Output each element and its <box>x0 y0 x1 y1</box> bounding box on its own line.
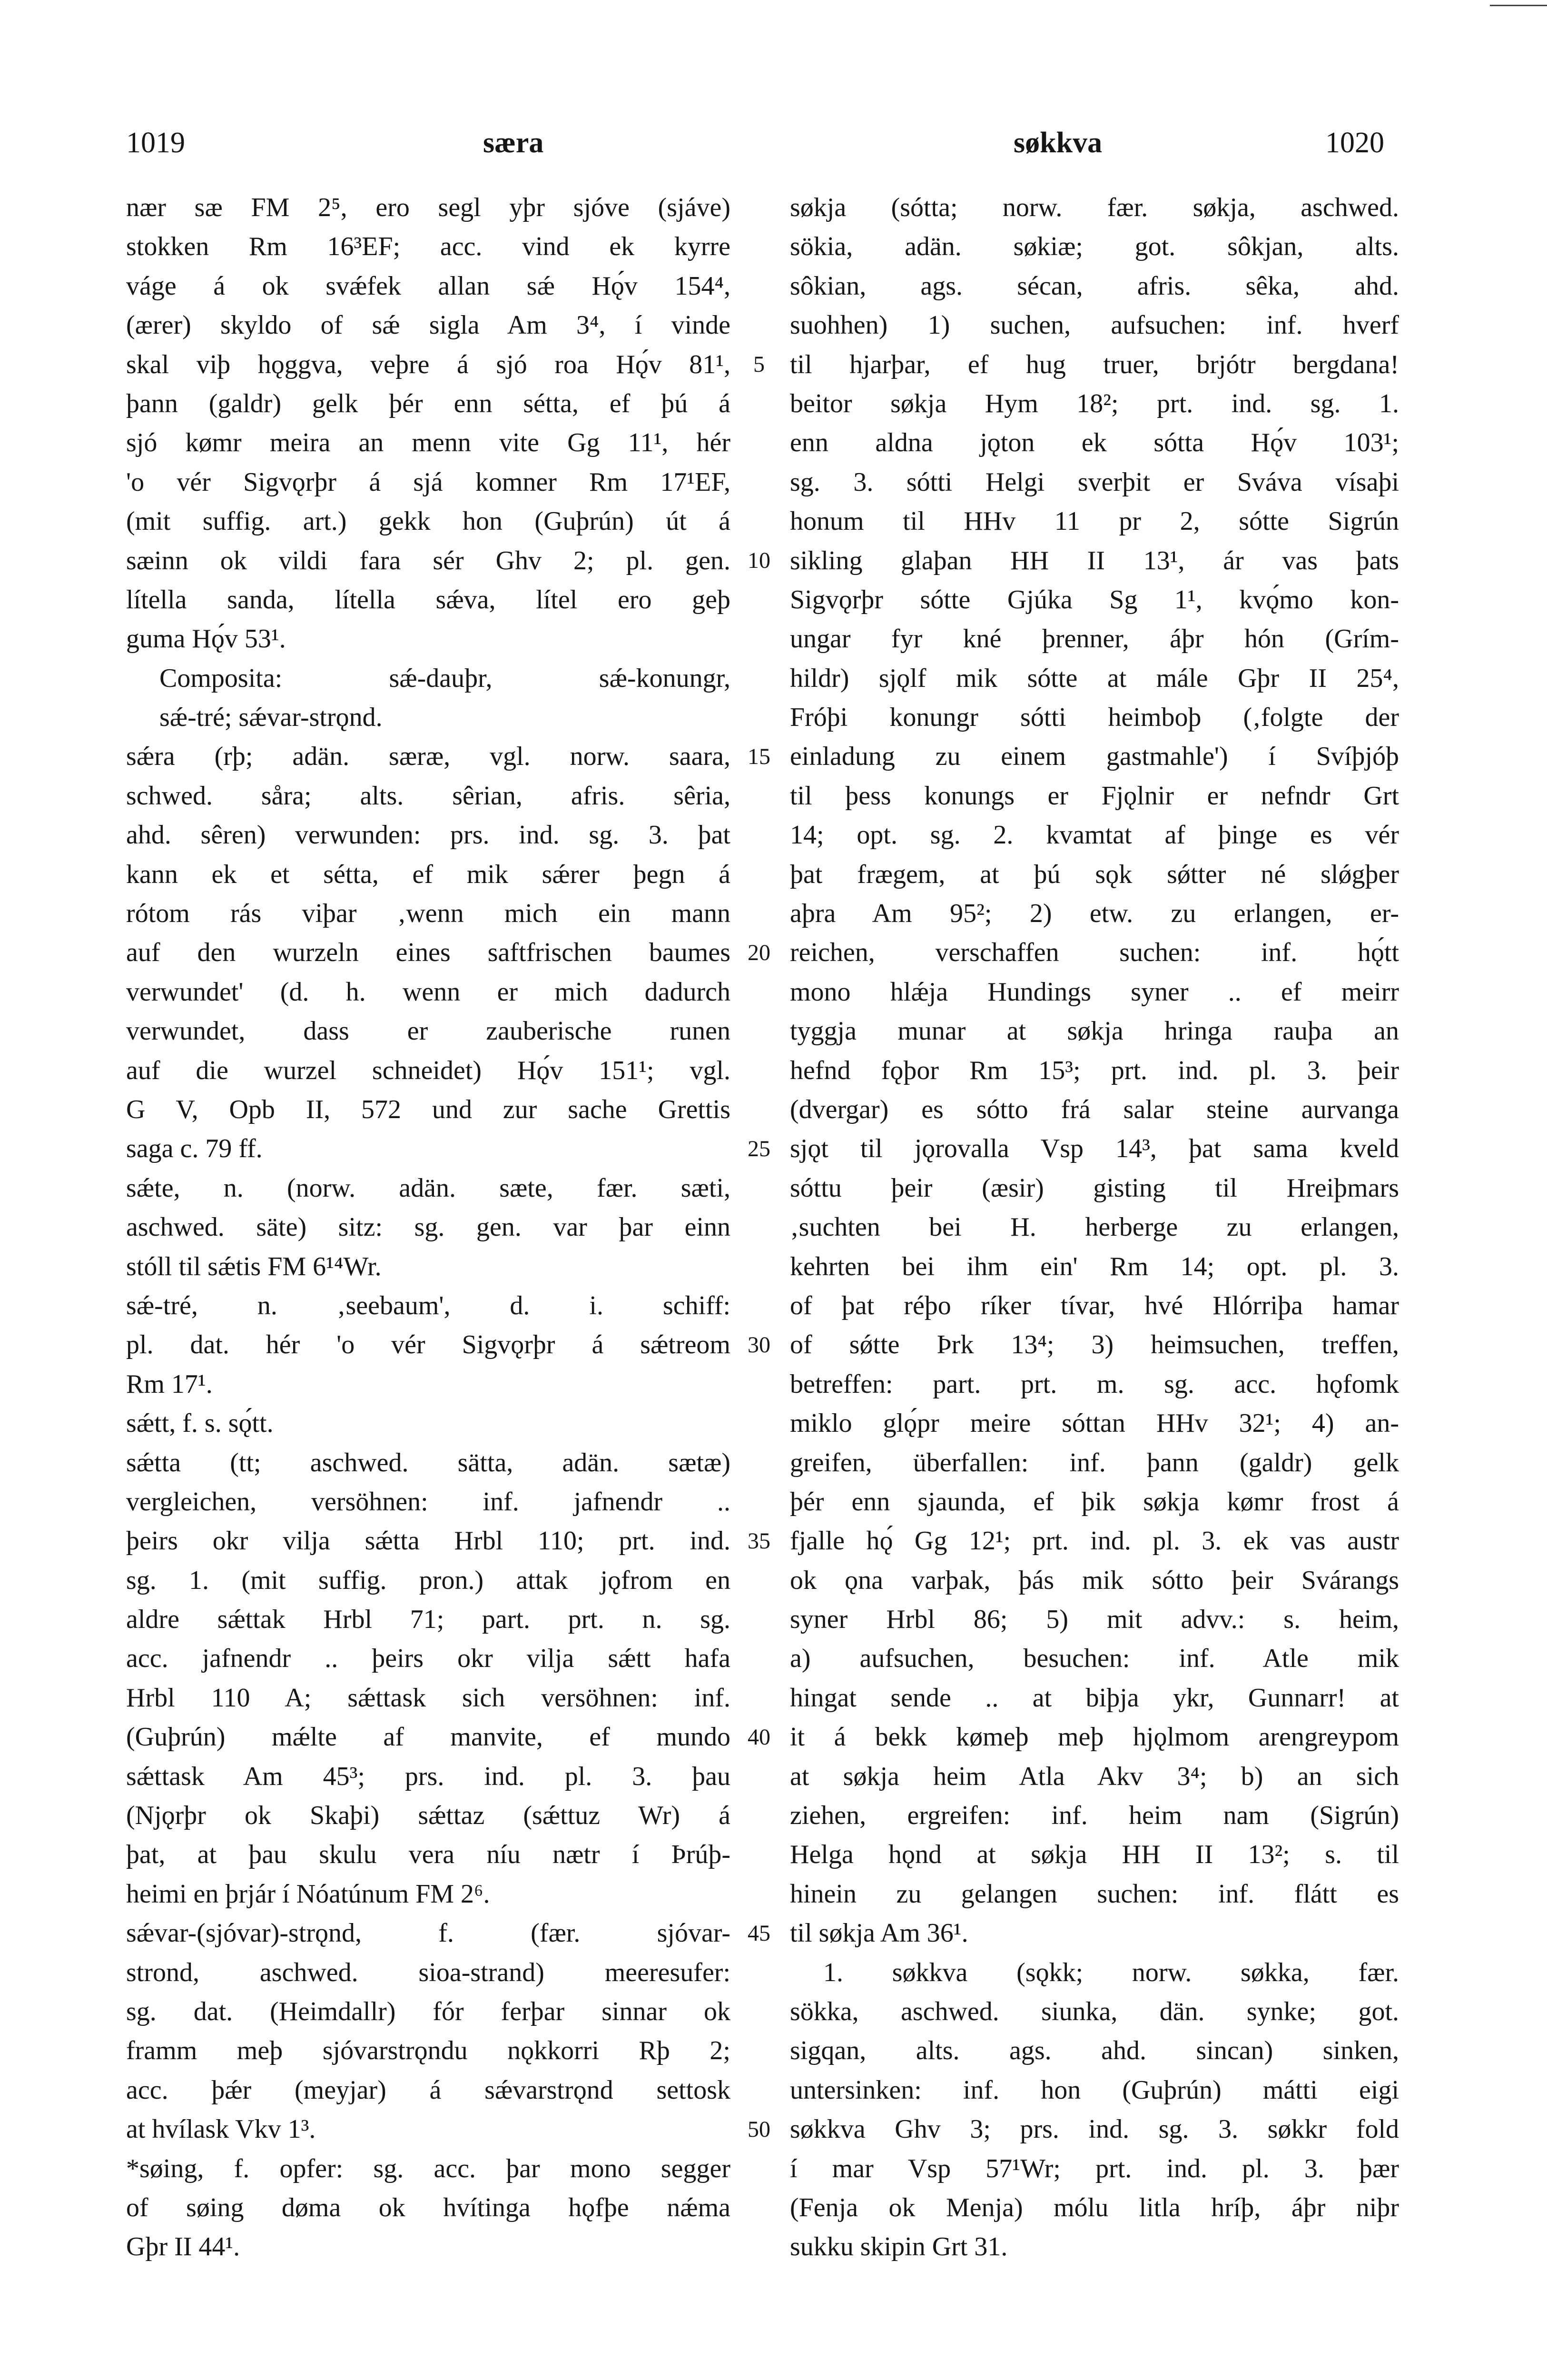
text-line: ziehen, ergreifen: inf. heim nam (Sigrún) <box>790 1801 1399 1831</box>
text-line: Composita: sǽ-dauþr, sǽ-konungr, <box>159 663 730 693</box>
page-header <box>0 121 1547 164</box>
line-number: 45 <box>748 1920 770 1946</box>
left-column <box>126 188 730 2267</box>
text-line: at hvílask Vkv 1³. <box>126 2114 316 2144</box>
text-line: sóttu þeir (æsir) gisting til Hreiþmars <box>790 1173 1399 1203</box>
text-line: syner Hrbl 86; 5) mit advv.: s. heim, <box>790 1605 1399 1635</box>
text-line: at søkja heim Atla Akv 3⁴; b) an sich <box>790 1761 1399 1791</box>
text-line: (Guþrún) mǽlte af manvite, ef mundo <box>126 1722 730 1752</box>
text-line: enn aldna jǫton ek sótta Hǫ́v 103¹; <box>790 428 1399 458</box>
text-line: beitor søkja Hym 18²; prt. ind. sg. 1. <box>790 388 1399 418</box>
text-line: 1. søkkva (sǫkk; norw. søkka, fær. <box>823 1957 1399 1987</box>
line-number: 30 <box>748 1332 770 1358</box>
text-line: guma Hǫ́v 53¹. <box>126 624 286 654</box>
text-line: hefnd fǫþor Rm 15³; prt. ind. pl. 3. þeir <box>790 1055 1399 1085</box>
text-line: suohhen) 1) suchen, aufsuchen: inf. hverf <box>790 310 1399 340</box>
text-line: Hrbl 110 A; sǽttask sich versöhnen: inf. <box>126 1683 730 1713</box>
text-line: søkja (sótta; norw. fær. søkja, aschwed. <box>790 193 1399 222</box>
line-number: 20 <box>748 940 770 965</box>
text-line: nær sæ FM 2⁵, ero segl yþr sjóve (sjáve) <box>126 193 730 222</box>
text-line: hildr) sjǫlf mik sótte at mále Gþr II 25⁴, <box>790 663 1399 693</box>
text-line: verwundet' (d. h. wenn er mich dadurch <box>126 977 730 1007</box>
text-line: sǽ-tré; sǽvar-strǫnd. <box>159 703 383 733</box>
text-line: sǽvar-(sjóvar)-strǫnd, f. (fær. sjóvar- <box>126 1918 730 1948</box>
text-line: þann (galdr) gelk þér enn sétta, ef þú á <box>126 388 730 418</box>
text-line: acc. þǽr (meyjar) á sǽvarstrǫnd settosk <box>126 2075 730 2105</box>
text-line: framm meþ sjóvarstrǫndu nǫkkorri Rþ 2; <box>126 2036 730 2066</box>
text-line: sjó kømr meira an menn vite Gg 11¹, hér <box>126 428 730 458</box>
text-line: sæinn ok vildi fara sér Ghv 2; pl. gen. <box>126 545 730 575</box>
text-line: it á bekk kømeþ meþ hjǫlmom arengreypom <box>790 1722 1399 1752</box>
text-line: ahd. sêren) verwunden: prs. ind. sg. 3. þat <box>126 820 730 850</box>
text-line: til hjarþar, ef hug truer, brjótr bergdana! <box>790 349 1399 379</box>
text-line: greifen, überfallen: inf. þann (galdr) gelk <box>790 1448 1399 1478</box>
line-number: 15 <box>748 744 770 769</box>
text-line: sǽra (rþ; adän. særæ, vgl. norw. saara, <box>126 742 730 772</box>
text-line: (ærer) skyldo of sǽ sigla Am 3⁴, í vinde <box>126 310 730 340</box>
text-line: aschwed. säte) sitz: sg. gen. var þar einn <box>126 1212 730 1242</box>
text-line: sökka, aschwed. siunka, dän. synke; got. <box>790 1996 1399 2026</box>
text-line: stóll til sǽtis FM 6¹⁴Wr. <box>126 1251 382 1281</box>
text-line: strond, aschwed. sioa-strand) meeresufer: <box>126 1957 730 1987</box>
text-line: betreffen: part. prt. m. sg. acc. hǫfomk <box>790 1369 1399 1399</box>
text-line: mono hlǽja Hundings syner .. ef meirr <box>790 977 1399 1007</box>
text-line: stokken Rm 16³EF; acc. vind ek kyrre <box>126 232 730 262</box>
text-line: sôkian, ags. sécan, afris. sêka, ahd. <box>790 271 1399 301</box>
text-line: vergleichen, versöhnen: inf. jafnendr .. <box>126 1487 730 1517</box>
text-line: sikling glaþan HH II 13¹, ár vas þats <box>790 545 1399 575</box>
text-line: reichen, verschaffen suchen: inf. hǫ́tt <box>790 938 1399 968</box>
text-line: hingat sende .. at biþja ykr, Gunnarr! at <box>790 1683 1399 1713</box>
text-line: til søkja Am 36¹. <box>790 1918 968 1948</box>
text-line: pl. dat. hér 'o vér Sigvǫrþr á sǽtreom <box>126 1330 730 1360</box>
text-line: 'o vér Sigvǫrþr á sjá komner Rm 17¹EF, <box>126 467 730 497</box>
text-line: þér enn sjaunda, ef þik søkja kømr frost á <box>790 1487 1399 1517</box>
text-line: heimi en þrjár í Nóatúnum FM 2⁶. <box>126 1879 490 1909</box>
text-line: þat frægem, at þú sǫk sǿtter né slǿgþer <box>790 859 1399 889</box>
line-number: 5 <box>753 351 765 377</box>
text-line: (Fenja ok Menja) mólu litla hríþ, áþr niþr <box>790 2192 1399 2222</box>
text-line: verwundet, dass er zauberische runen <box>126 1016 730 1046</box>
corner-scan-mark <box>1490 5 1547 6</box>
text-line: 14; opt. sg. 2. kvamtat af þinge es vér <box>790 820 1399 850</box>
text-line: ‚suchten bei H. herberge zu erlangen, <box>790 1212 1399 1242</box>
text-line: Rm 17¹. <box>126 1369 213 1399</box>
line-number: 10 <box>748 547 770 573</box>
text-line: til þess konungs er Fjǫlnir er nefndr Grt <box>790 781 1399 811</box>
text-line: auf den wurzeln eines saftfrischen baumes <box>126 938 730 968</box>
text-line: acc. jafnendr .. þeirs okr vilja sǽtt hafa <box>126 1644 730 1674</box>
text-line: ok ǫna varþak, þás mik sótto þeir Svárangs <box>790 1565 1399 1595</box>
text-line: skal viþ hǫggva, veþre á sjó roa Hǫ́v 81¹, <box>126 349 730 379</box>
text-line: (mit suffig. art.) gekk hon (Guþrún) út á <box>126 506 730 536</box>
text-line: G V, Opb II, 572 und zur sache Grettis <box>126 1094 730 1124</box>
text-line: sg. 1. (mit suffig. pron.) attak jǫfrom en <box>126 1565 730 1595</box>
text-line: lítella sanda, lítella sǽva, lítel ero geþ <box>126 585 730 615</box>
right-column <box>790 188 1399 2267</box>
text-line: sǽtta (tt; aschwed. sätta, adän. sætæ) <box>126 1448 730 1478</box>
text-line: kann ek et sétta, ef mik sǽrer þegn á <box>126 859 730 889</box>
text-line: auf die wurzel schneidet) Hǫ́v 151¹; vgl. <box>126 1055 730 1085</box>
text-line: einladung zu einem gastmahle') í Svíþjóþ <box>790 742 1399 772</box>
page-number-left: 1019 <box>126 127 185 159</box>
text-line: honum til HHv 11 pr 2, sótte Sigrún <box>790 506 1399 536</box>
text-line: untersinken: inf. hon (Guþrún) mátti eigi <box>790 2075 1399 2105</box>
text-line: kehrten bei ihm ein' Rm 14; opt. pl. 3. <box>790 1251 1399 1281</box>
text-line: søkkva Ghv 3; prs. ind. sg. 3. søkkr fold <box>790 2114 1399 2144</box>
text-line: í mar Vsp 57¹Wr; prt. ind. pl. 3. þær <box>790 2153 1399 2183</box>
text-line: sg. 3. sótti Helgi sverþit er Sváva vísaþi <box>790 467 1399 497</box>
text-line: of sǿtte Þrk 13⁴; 3) heimsuchen, treffen, <box>790 1330 1399 1360</box>
text-line: sg. dat. (Heimdallr) fór ferþar sinnar ok <box>126 1996 730 2026</box>
text-line: sökia, adän. søkiæ; got. sôkjan, alts. <box>790 232 1399 262</box>
running-head-left: særa <box>483 127 544 159</box>
text-line: of søing døma ok hvítinga hǫfþe nǽma <box>126 2192 730 2222</box>
text-line: a) aufsuchen, besuchen: inf. Atle mik <box>790 1644 1399 1674</box>
text-line: rótom rás viþar ‚wenn mich ein mann <box>126 899 730 929</box>
text-line: tyggja munar at søkja hringa rauþa an <box>790 1016 1399 1046</box>
page-number-right: 1020 <box>1325 127 1384 159</box>
line-number: 25 <box>748 1136 770 1161</box>
text-line: (dvergar) es sótto frá salar steine aurvanga <box>790 1094 1399 1124</box>
text-line: miklo glǫ́pr meire sóttan HHv 32¹; 4) an- <box>790 1408 1399 1438</box>
text-line: sǽ-tré, n. ‚seebaum', d. i. schiff: <box>126 1290 730 1320</box>
text-line: hinein zu gelangen suchen: inf. flátt es <box>790 1879 1399 1909</box>
text-line: sǽttask Am 45³; prs. ind. pl. 3. þau <box>126 1761 730 1791</box>
text-line: sigqan, alts. ags. ahd. sincan) sinken, <box>790 2036 1399 2066</box>
text-line: *søing, f. opfer: sg. acc. þar mono segger <box>126 2153 730 2183</box>
running-head-right: søkkva <box>1014 127 1103 159</box>
text-line: þat, at þau skulu vera níu nætr í Þrúþ- <box>126 1840 730 1870</box>
text-line: of þat réþo ríker tívar, hvé Hlórriþa hamar <box>790 1290 1399 1320</box>
text-line: aldre sǽttak Hrbl 71; part. prt. n. sg. <box>126 1605 730 1635</box>
text-line: ungar fyr kné þrenner, áþr hón (Grím- <box>790 624 1399 654</box>
text-line: þeirs okr vilja sǽtta Hrbl 110; prt. ind. <box>126 1526 730 1556</box>
text-line: Gþr II 44¹. <box>126 2232 240 2262</box>
text-line: Helga hǫnd at søkja HH II 13²; s. til <box>790 1840 1399 1870</box>
text-line: sǽtt, f. s. sǫ́tt. <box>126 1408 274 1438</box>
text-line: sǽte, n. (norw. adän. sæte, fær. sæti, <box>126 1173 730 1203</box>
text-line: aþra Am 95²; 2) etw. zu erlangen, er- <box>790 899 1399 929</box>
text-line: váge á ok svǽfek allan sǽ Hǫ́v 154⁴, <box>126 271 730 301</box>
text-line: Fróþi konungr sótti heimboþ (‚folgte der <box>790 703 1399 733</box>
text-line: Sigvǫrþr sótte Gjúka Sg 1¹, kvǫ́mo kon- <box>790 585 1399 615</box>
text-line: saga c. 79 ff. <box>126 1134 263 1164</box>
line-number: 35 <box>748 1528 770 1554</box>
text-line: sjǫt til jǫrovalla Vsp 14³, þat sama kveld <box>790 1134 1399 1164</box>
text-line: sukku skipin Grt 31. <box>790 2232 1008 2262</box>
line-number: 40 <box>748 1724 770 1750</box>
text-line: schwed. såra; alts. sêrian, afris. sêria, <box>126 781 730 811</box>
line-number: 50 <box>748 2116 770 2142</box>
text-line: fjalle hǫ́ Gg 12¹; prt. ind. pl. 3. ek vas austr <box>790 1526 1399 1556</box>
text-line: (Njǫrþr ok Skaþi) sǽttaz (sǽttuz Wr) á <box>126 1801 730 1831</box>
